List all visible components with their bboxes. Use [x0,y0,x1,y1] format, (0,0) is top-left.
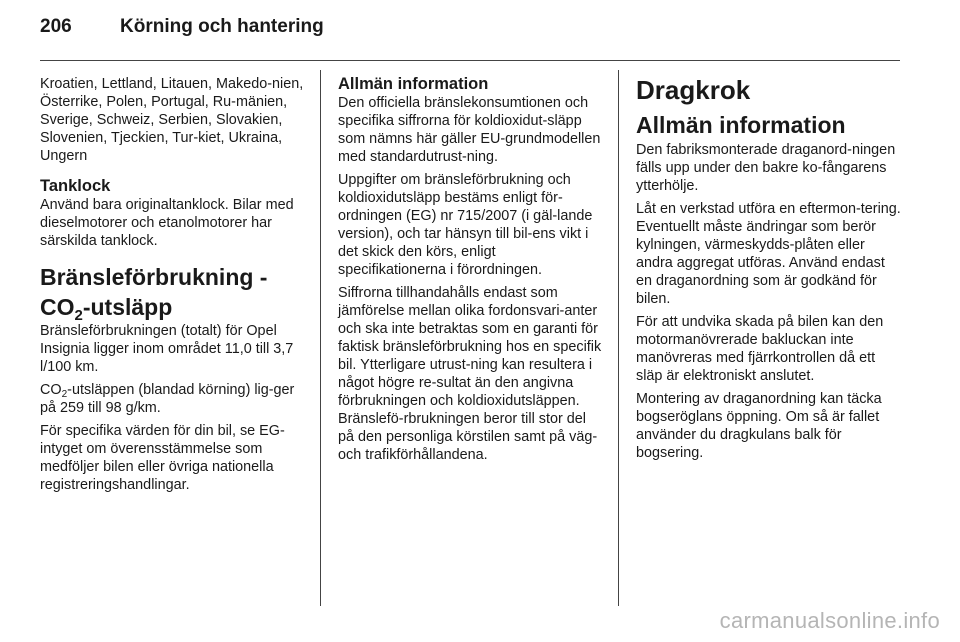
fuel-heading-text: Bränsleförbrukning - CO [40,264,268,320]
co2-text-end: -utsläppen (blandad körning) lig-ger på 259 till 98 g/km. [40,382,295,416]
towbar-paragraph-2: Låt en verkstad utföra en eftermon-tering. Eventuellt måste ändringar som berör kylningen, värmeskydds-plåten eller andra aggregat utföras. Använd endast en draganordning som är godkänd för bilen. [636,201,901,307]
general-info-heading: Allmän information [338,75,489,93]
column-left [40,75,305,499]
tank-cap-heading: Tanklock [40,177,111,195]
tank-cap-paragraph: Använd bara originaltanklock. Bilar med dieselmotorer och etanolmotorer har särskilda tanklock. [40,197,294,249]
watermark: carmanualsonline.info [719,608,940,633]
co2-emission-paragraph [40,381,305,417]
specific-values-paragraph: För specifika värden för din bil, se EG-intyget om överensstämmelse som medföljer bilen eller övriga nationella registreringshandlingar. [40,423,285,493]
fuel-consumption-heading [40,262,305,322]
comparison-paragraph: Siffrorna tillhandahålls endast som jämförelse mellan olika fordonsvari-anter och ska inte betraktas som en garanti för faktisk bränsleförbrukning hos en specifik bil. Ytterligare utrust-ning kan resultera i något högre re-sultat än den angivna förbrukningen och koldioxidutsläppen. Bränslefö-rbrukningen beror till stor del på den personliga körstilen samt på väg- och trafikförhållandena. [338,285,602,463]
towbar-paragraph-1: Den fabriksmonterade draganord-ningen fälls upp under den bakre ko-fångarens ytterhölje. [636,142,896,194]
fuel-consumption-paragraph: Bränsleförbrukningen (totalt) för Opel Insignia ligger inom området 11,0 till 3,7 l/100 km. [40,323,294,375]
page-number: 206 [40,16,72,37]
column-right [636,75,901,467]
co2-text: CO [40,382,62,398]
towbar-general-info-heading: Allmän information [636,112,846,138]
fuel-heading-text-end: -utsläpp [82,294,173,320]
country-list-paragraph: Kroatien, Lettland, Litauen, Makedo-nien, Österrike, Polen, Portugal, Ru-mänien, Sverige, Schweiz, Serbien, Slovakien, Slovenien, Tjeckien, Tur-kiet, Ukraina, Ungern [40,76,304,164]
towbar-paragraph-3: För att undvika skada på bilen kan den motormanövrerade bakluckan inte manövreras med fjärrkontrollen då ett släp är elektroniskt anslutet. [636,314,884,384]
towbar-title: Dragkrok [636,75,751,105]
official-consumption-paragraph: Den officiella bränslekonsumtionen och specifika siffrorna för koldioxidut-släpp som nämns här gäller EU-grundmodellen med standardutrust-ning. [338,95,601,165]
chapter-title: Körning och hantering [120,16,324,37]
column-middle [338,75,603,469]
column-divider-left [320,70,321,606]
header-divider [40,60,900,61]
co2-subscript: 2 [61,389,68,400]
towbar-paragraph-4: Montering av draganordning kan täcka bogseröglans öppning. Om så är fallet använder du dragkulans balk för bogsering. [636,391,882,461]
page-header [40,16,324,46]
column-divider-right [618,70,619,606]
fuel-heading-subscript: 2 [74,307,83,324]
regulation-paragraph: Uppgifter om bränsleförbrukning och koldioxidutsläpp bestäms enligt för-ordningen (EG) nr 715/2007 (i gäl-lande version), och tar hänsyn till bil-ens vikt i det skick den körs, enligt specifikationerna i förordningen. [338,172,593,278]
